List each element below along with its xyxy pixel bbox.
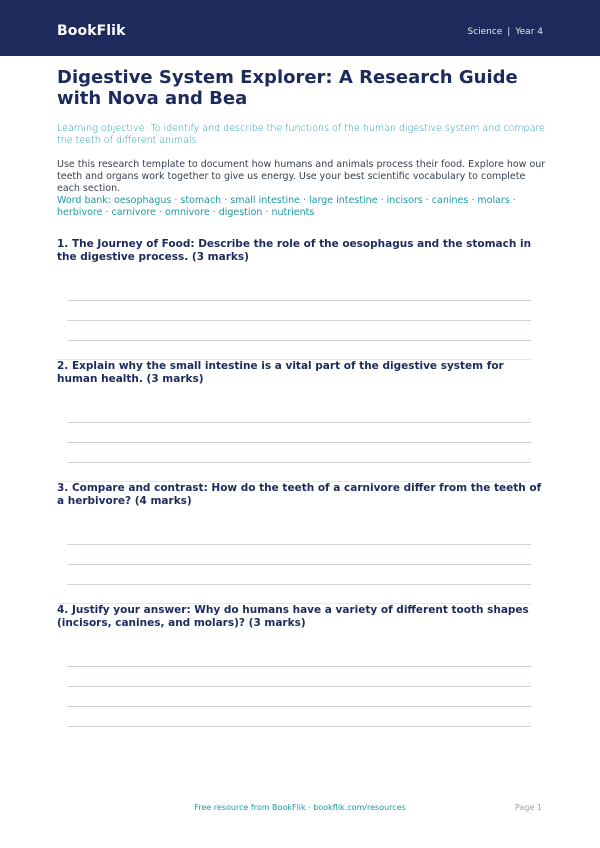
intro-text: Use this research template to document how humans and animals process their food. Explore how our teeth and organs work together to give us energy. Use your best scientific vocabulary to complete each section.	[57, 159, 546, 194]
answer-line[interactable]	[67, 442, 531, 443]
answer-line[interactable]	[67, 544, 531, 545]
answer-line[interactable]	[67, 422, 531, 423]
answer-line[interactable]	[67, 666, 531, 667]
answer-line[interactable]	[67, 706, 531, 707]
answer-line[interactable]	[67, 462, 531, 463]
brand-logo[interactable]: BookFlik	[57, 23, 126, 39]
question-3: 3. Compare and contrast: How do the teeth of a carnivore differ from the teeth of a herbivore? (4 marks)	[57, 482, 542, 507]
learning-objective: Learning objective: To identify and describe the functions of the human digestive system and compare the teeth of different animals.	[57, 123, 545, 146]
answer-line[interactable]	[67, 686, 531, 687]
answer-line[interactable]	[67, 564, 531, 565]
answer-line[interactable]	[67, 340, 531, 341]
word-bank: Word bank: oesophagus · stomach · small intestine · large intestine · incisors · canines · molars · herbivore · carnivore · omnivore · digestion · nutrients	[57, 195, 516, 218]
answer-line[interactable]	[67, 300, 531, 301]
answer-line[interactable]	[67, 584, 531, 585]
footer-note[interactable]: Free resource from BookFlik · bookflik.com/resources	[194, 803, 406, 812]
header-bar	[0, 0, 600, 56]
header-meta	[467, 27, 543, 37]
answer-line[interactable]	[67, 726, 531, 727]
question-1: 1. The Journey of Food: Describe the role of the oesophagus and the stomach in the digestive process. (3 marks)	[57, 238, 532, 263]
question-2: 2. Explain why the small intestine is a vital part of the digestive system for human health. (3 marks)	[57, 360, 504, 385]
meta-separator: |	[507, 27, 511, 37]
year-label: Year 4	[515, 27, 543, 37]
page-number: Page 1	[515, 803, 542, 812]
question-4: 4. Justify your answer: Why do humans have a variety of different tooth shapes (incisors, canines, and molars)? (3 marks)	[57, 604, 529, 629]
page-title: Digestive System Explorer: A Research Guide with Nova and Bea	[57, 67, 518, 109]
subject-label: Science	[467, 27, 503, 37]
answer-line[interactable]	[67, 320, 531, 321]
